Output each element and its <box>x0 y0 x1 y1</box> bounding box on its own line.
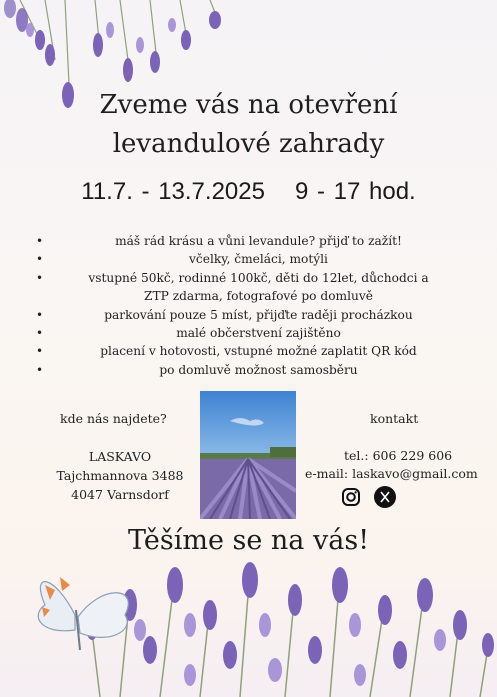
lavender-bottom-illustration <box>0 555 497 697</box>
bullet-icon: • <box>36 307 44 322</box>
where-label: kde nás najdete? <box>60 411 167 426</box>
event-dates: 11.7. - 13.7.2025 <box>81 178 265 205</box>
title-line-1: Zveme vás na otevření <box>99 90 398 120</box>
address <box>40 447 200 504</box>
title-line-2: levandulové zahrady <box>112 129 385 159</box>
address-city: 4047 Varnsdorf <box>71 487 169 502</box>
list-item: • včelky, čmeláci, motýli <box>0 250 497 268</box>
address-name: LASKAVO <box>88 449 152 464</box>
info-list <box>0 232 497 379</box>
event-dates-hours <box>0 178 497 206</box>
instagram-icon[interactable] <box>340 486 362 508</box>
contact-label: kontakt <box>370 411 419 426</box>
lavender-field-photo <box>200 391 296 519</box>
list-item: • máš rád krásu a vůni levandule? přijď to zažít! <box>0 232 497 250</box>
bullet-icon: • <box>36 234 44 248</box>
bullet-icon: • <box>36 362 44 377</box>
list-item: • po domluvě možnost samosběru <box>0 361 497 379</box>
bullet-icon: • <box>36 326 44 341</box>
x-icon[interactable] <box>374 486 396 508</box>
bullet-icon: • <box>36 270 44 285</box>
butterfly-icon <box>38 577 128 650</box>
closing-text: Těšíme se na vás! <box>127 525 370 556</box>
email-address[interactable]: e-mail: laskavo@gmail.com <box>305 466 478 481</box>
bullet-icon: • <box>36 252 44 267</box>
event-hours: 9 - 17 hod. <box>294 178 416 205</box>
list-item: • parkování pouze 5 míst, přijďte raději procházkou <box>0 306 497 324</box>
address-street: Tajchmannova 3488 <box>56 468 184 483</box>
phone-number[interactable]: tel.: 606 229 606 <box>344 448 453 463</box>
social-links <box>340 486 396 508</box>
bullet-icon: • <box>36 344 44 359</box>
list-item: • malé občerstvení zajištěno <box>0 324 497 342</box>
list-item: • vstupné 50kč, rodinné 100kč, děti do 12let, důchodci a ZTP zdarma, fotografové po domluvě <box>36 270 429 304</box>
list-item: • placení v hotovosti, vstupné možné zaplatit QR kód <box>0 342 497 360</box>
